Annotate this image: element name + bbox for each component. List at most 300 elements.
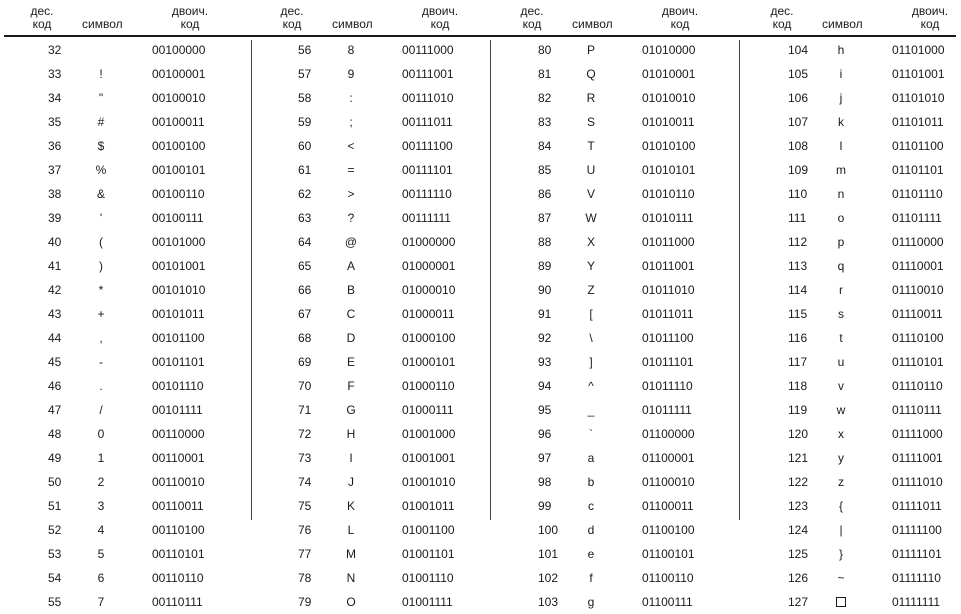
symbol-cell: < [347, 139, 355, 153]
bin-code-cell: 01100011 [642, 499, 694, 513]
dec-code-cell: 104 [788, 43, 809, 57]
bin-code-cell: 01111111 [892, 595, 941, 609]
dec-code-cell: 118 [788, 379, 808, 393]
symbol-cell: M [346, 547, 356, 561]
dec-code-cell: 94 [538, 379, 552, 393]
dec-code-cell: 57 [298, 67, 312, 81]
bin-code-cell: 00110101 [152, 547, 205, 561]
header-dec-line2: код [522, 17, 542, 31]
bin-code-cell: 00110000 [152, 427, 205, 441]
bin-code-cell: 01101011 [892, 115, 944, 129]
dec-code-cell: 96 [538, 427, 552, 441]
bin-code-cell: 01100111 [642, 595, 693, 609]
symbol-cell: | [839, 523, 843, 537]
symbol-cell: \ [589, 331, 593, 345]
symbol-cell: J [348, 475, 354, 489]
symbol-cell: 8 [347, 43, 355, 57]
symbol-cell: R [586, 91, 596, 105]
symbol-cell: 3 [97, 499, 105, 513]
dec-code-cell: 78 [298, 571, 312, 585]
symbol-cell: ; [349, 115, 353, 129]
dec-code-cell: 32 [48, 43, 62, 57]
symbol-cell: ) [99, 259, 103, 273]
dec-code-cell: 111 [788, 211, 807, 225]
symbol-cell: q [837, 259, 845, 273]
bin-code-cell: 01010010 [642, 91, 696, 105]
symbol-cell: D [346, 331, 356, 345]
bin-code-cell: 01011010 [642, 283, 695, 297]
header-bin-code [900, 5, 960, 31]
bin-code-cell: 01100010 [642, 475, 695, 489]
symbol-cell: 5 [97, 547, 105, 561]
header-symbol: символ [82, 17, 123, 31]
bin-code-cell: 01010100 [642, 139, 696, 153]
symbol-cell: l [839, 139, 843, 153]
symbol-cell: V [586, 187, 595, 201]
bin-code-cell: 01111001 [892, 451, 943, 465]
bin-code-cell: 01011001 [642, 259, 695, 273]
dec-code-cell: 119 [788, 403, 808, 417]
symbol-cell: B [346, 283, 355, 297]
dec-code-cell: 45 [48, 355, 62, 369]
header-symbol: символ [572, 17, 613, 31]
dec-code-cell: 59 [298, 115, 312, 129]
dec-code-cell: 95 [538, 403, 552, 417]
bin-code-cell: 00101110 [152, 379, 204, 393]
bin-code-cell: 00101001 [152, 259, 206, 273]
symbol-cell: _ [587, 403, 595, 417]
bin-code-cell: 01000101 [402, 355, 456, 369]
bin-code-cell: 01000011 [402, 307, 455, 321]
header-bin-line1: двоич. [661, 4, 699, 18]
symbol-cell: S [586, 115, 595, 129]
symbol-cell: W [585, 211, 597, 225]
dec-code-cell: 63 [298, 211, 312, 225]
symbol-cell: 4 [97, 523, 105, 537]
bin-code-cell: 00101000 [152, 235, 206, 249]
dec-code-cell: 68 [298, 331, 312, 345]
bin-code-cell: 00111100 [402, 139, 453, 153]
dec-code-cell: 123 [788, 499, 809, 513]
bin-code-cell: 01111110 [892, 571, 941, 585]
symbol-cell: ^ [588, 379, 594, 393]
bin-code-cell: 01000010 [402, 283, 456, 297]
bin-code-cell: 00110100 [152, 523, 205, 537]
dec-code-cell: 101 [538, 547, 559, 561]
symbol-cell: t [839, 331, 843, 345]
symbol-cell [86, 38, 116, 62]
symbol-cell: 2 [97, 475, 105, 489]
bin-code-cell: 01110100 [892, 331, 944, 345]
bin-code-cell: 01001111 [402, 595, 453, 609]
dec-code-cell: 85 [538, 163, 552, 177]
bin-code-cell: 01100000 [642, 427, 695, 441]
symbol-cell: " [98, 91, 104, 105]
symbol-cell: e [587, 547, 595, 561]
bin-code-cell: 00101101 [152, 355, 205, 369]
symbol-cell: w [836, 403, 846, 417]
bin-code-cell: 00111010 [402, 91, 454, 105]
symbol-cell: i [839, 67, 843, 81]
header-dec-code [270, 5, 314, 31]
bin-code-cell: 01101100 [892, 139, 944, 153]
dec-code-cell: 35 [48, 115, 62, 129]
dec-code-cell: 67 [298, 307, 312, 321]
bin-code-cell: 01101101 [892, 163, 944, 177]
header-dec-code [20, 5, 64, 31]
bin-code-cell: 01111100 [892, 523, 942, 537]
bin-code-cell: 01110010 [892, 283, 944, 297]
dec-code-cell: 126 [788, 571, 809, 585]
symbol-cell: % [95, 163, 107, 177]
dec-code-cell: 100 [538, 523, 559, 537]
dec-code-cell: 114 [788, 283, 808, 297]
bin-code-cell: 01110110 [892, 379, 943, 393]
dec-code-cell: 36 [48, 139, 62, 153]
dec-code-cell: 47 [48, 403, 62, 417]
dec-code-cell: 66 [298, 283, 312, 297]
bin-code-cell: 01000100 [402, 331, 456, 345]
symbol-cell: : [349, 91, 353, 105]
bin-code-cell: 01001001 [402, 451, 456, 465]
column-separator [251, 40, 252, 520]
dec-code-cell: 62 [298, 187, 312, 201]
symbol-cell: x [838, 427, 844, 441]
bin-code-cell: 00110010 [152, 475, 205, 489]
bin-code-cell: 00100001 [152, 67, 206, 81]
dec-code-cell: 121 [788, 451, 809, 465]
symbol-cell: C [346, 307, 356, 321]
bin-code-cell: 01000001 [402, 259, 456, 273]
header-dec-code [510, 5, 554, 31]
bin-code-cell: 01100100 [642, 523, 695, 537]
dec-code-cell: 92 [538, 331, 552, 345]
dec-code-cell: 93 [538, 355, 552, 369]
symbol-cell: } [838, 547, 843, 561]
symbol-cell: 0 [97, 427, 105, 441]
bin-code-cell: 01111011 [892, 499, 942, 513]
bin-code-cell: 00100100 [152, 139, 206, 153]
bin-code-cell: 01100001 [642, 451, 695, 465]
symbol-cell: - [99, 355, 103, 369]
header-dec-line1: дес. [280, 4, 304, 18]
symbol-cell: 9 [347, 67, 355, 81]
dec-code-cell: 97 [538, 451, 552, 465]
symbol-cell: z [838, 475, 844, 489]
symbol-cell: f [589, 571, 593, 585]
bin-code-cell: 01011100 [642, 331, 694, 345]
bin-code-cell: 01100110 [642, 571, 694, 585]
symbol-cell: N [346, 571, 356, 585]
symbol-cell: ] [589, 355, 593, 369]
dec-code-cell: 84 [538, 139, 552, 153]
header-bin-code [410, 5, 470, 31]
dec-code-cell: 75 [298, 499, 312, 513]
symbol-cell: I [349, 451, 353, 465]
symbol-cell: r [839, 283, 843, 297]
dec-code-cell: 122 [788, 475, 809, 489]
symbol-cell: h [837, 43, 845, 57]
header-bin-code [160, 5, 220, 31]
symbol-cell: > [347, 187, 355, 201]
symbol-cell: E [346, 355, 355, 369]
bin-code-cell: 01001011 [402, 499, 455, 513]
dec-code-cell: 115 [788, 307, 808, 321]
symbol-cell: o [837, 211, 845, 225]
header-dec-code [760, 5, 804, 31]
dec-code-cell: 64 [298, 235, 312, 249]
bin-code-cell: 01011111 [642, 403, 692, 417]
symbol-cell: T [587, 139, 595, 153]
bin-code-cell: 01110011 [892, 307, 943, 321]
dec-code-cell: 102 [538, 571, 559, 585]
dec-code-cell: 107 [788, 115, 809, 129]
symbol-cell: ? [347, 211, 355, 225]
symbol-cell: # [97, 115, 105, 129]
dec-code-cell: 117 [788, 355, 808, 369]
dec-code-cell: 77 [298, 547, 312, 561]
bin-code-cell: 01001100 [402, 523, 455, 537]
dec-code-cell: 69 [298, 355, 312, 369]
dec-code-cell: 48 [48, 427, 62, 441]
dec-code-cell: 61 [298, 163, 312, 177]
dec-code-cell: 53 [48, 547, 62, 561]
dec-code-cell: 38 [48, 187, 62, 201]
bin-code-cell: 01010101 [642, 163, 696, 177]
symbol-cell: Z [587, 283, 595, 297]
symbol-cell: Y [586, 259, 595, 273]
bin-code-cell: 00111110 [402, 187, 452, 201]
symbol-cell: Q [586, 67, 596, 81]
header-bin-line1: двоич. [171, 4, 209, 18]
header-dec-line1: дес. [770, 4, 794, 18]
dec-code-cell: 127 [788, 595, 809, 609]
symbol-cell: / [99, 403, 103, 417]
header-bin-line1: двоич. [421, 4, 459, 18]
bin-code-cell: 01101000 [892, 43, 945, 57]
dec-code-cell: 113 [788, 259, 808, 273]
symbol-cell: , [99, 331, 103, 345]
symbol-cell: L [347, 523, 355, 537]
bin-code-cell: 01101010 [892, 91, 945, 105]
dec-code-cell: 109 [788, 163, 809, 177]
dec-code-cell: 112 [788, 235, 808, 249]
symbol-cell: A [346, 259, 355, 273]
header-symbol: символ [332, 17, 373, 31]
symbol-cell: k [838, 115, 844, 129]
dec-code-cell: 40 [48, 235, 62, 249]
header-dec-line2: код [282, 17, 302, 31]
header-bin-line2: код [920, 17, 940, 31]
bin-code-cell: 00100101 [152, 163, 206, 177]
bin-code-cell: 01010110 [642, 187, 695, 201]
bin-code-cell: 00111001 [402, 67, 454, 81]
del-symbol-box [836, 597, 846, 607]
bin-code-cell: 00101100 [152, 331, 205, 345]
dec-code-cell: 125 [788, 547, 809, 561]
dec-code-cell: 70 [298, 379, 312, 393]
bin-code-cell: 00100111 [152, 211, 204, 225]
symbol-cell: X [586, 235, 595, 249]
dec-code-cell: 71 [298, 403, 312, 417]
dec-code-cell: 80 [538, 43, 552, 57]
bin-code-cell: 01110111 [892, 403, 942, 417]
bin-code-cell: 01001110 [402, 571, 454, 585]
symbol-cell: ` [589, 427, 593, 441]
bin-code-cell: 01010011 [642, 115, 695, 129]
dec-code-cell: 105 [788, 67, 809, 81]
bin-code-cell: 01110101 [892, 355, 944, 369]
dec-code-cell: 43 [48, 307, 62, 321]
dec-code-cell: 81 [538, 67, 552, 81]
dec-code-cell: 108 [788, 139, 809, 153]
dec-code-cell: 79 [298, 595, 312, 609]
dec-code-cell: 76 [298, 523, 312, 537]
bin-code-cell: 01101110 [892, 187, 943, 201]
bin-code-cell: 00110011 [152, 499, 204, 513]
dec-code-cell: 50 [48, 475, 62, 489]
dec-code-cell: 42 [48, 283, 62, 297]
bin-code-cell: 01001000 [402, 427, 456, 441]
dec-code-cell: 86 [538, 187, 552, 201]
symbol-cell: + [97, 307, 105, 321]
dec-code-cell: 88 [538, 235, 552, 249]
dec-code-cell: 65 [298, 259, 312, 273]
bin-code-cell: 00100110 [152, 187, 205, 201]
symbol-cell: F [347, 379, 355, 393]
symbol-cell: . [99, 379, 103, 393]
bin-code-cell: 01111010 [892, 475, 943, 489]
symbol-cell: v [838, 379, 844, 393]
symbol-cell: K [346, 499, 355, 513]
dec-code-cell: 37 [48, 163, 62, 177]
bin-code-cell: 01110000 [892, 235, 944, 249]
header-bin-line2: код [180, 17, 200, 31]
dec-code-cell: 99 [538, 499, 552, 513]
dec-code-cell: 46 [48, 379, 62, 393]
bin-code-cell: 00100010 [152, 91, 206, 105]
symbol-cell: d [587, 523, 595, 537]
symbol-cell: @ [344, 235, 358, 249]
dec-code-cell: 106 [788, 91, 809, 105]
symbol-cell: u [837, 355, 845, 369]
dec-code-cell: 90 [538, 283, 552, 297]
header-bin-code [650, 5, 710, 31]
symbol-cell: p [837, 235, 845, 249]
bin-code-cell: 00100011 [152, 115, 205, 129]
dec-code-cell: 55 [48, 595, 62, 609]
bin-code-cell: 01001010 [402, 475, 456, 489]
header-bin-line1: двоич. [911, 4, 949, 18]
dec-code-cell: 89 [538, 259, 552, 273]
symbol-cell: P [586, 43, 595, 57]
dec-code-cell: 87 [538, 211, 552, 225]
bin-code-cell: 00110110 [152, 571, 204, 585]
dec-code-cell: 33 [48, 67, 62, 81]
symbol-cell: 1 [97, 451, 105, 465]
bin-code-cell: 00111111 [402, 211, 451, 225]
bin-code-cell: 00101111 [152, 403, 203, 417]
bin-code-cell: 01011011 [642, 307, 694, 321]
bin-code-cell: 01010001 [642, 67, 696, 81]
dec-code-cell: 82 [538, 91, 552, 105]
bin-code-cell: 00110111 [152, 595, 203, 609]
bin-code-cell: 01101111 [892, 211, 942, 225]
symbol-cell: H [346, 427, 356, 441]
bin-code-cell: 01000000 [402, 235, 456, 249]
bin-code-cell: 01010111 [642, 211, 694, 225]
symbol-cell: [ [589, 307, 593, 321]
bin-code-cell: 00110001 [152, 451, 205, 465]
bin-code-cell: 00101011 [152, 307, 205, 321]
symbol-cell: ~ [837, 571, 845, 585]
symbol-cell: & [96, 187, 105, 201]
dec-code-cell: 52 [48, 523, 62, 537]
symbol-cell: ! [99, 67, 103, 81]
dec-code-cell: 51 [48, 499, 62, 513]
symbol-cell: g [587, 595, 595, 609]
bin-code-cell: 01111000 [892, 427, 943, 441]
dec-code-cell: 91 [538, 307, 552, 321]
dec-code-cell: 73 [298, 451, 312, 465]
symbol-cell: ' [99, 211, 103, 225]
bin-code-cell: 01011000 [642, 235, 695, 249]
dec-code-cell: 56 [298, 43, 312, 57]
dec-code-cell: 72 [298, 427, 312, 441]
dec-code-cell: 39 [48, 211, 62, 225]
column-separator [490, 40, 491, 520]
header-dec-line2: код [32, 17, 52, 31]
dec-code-cell: 41 [48, 259, 62, 273]
header-symbol: символ [822, 17, 863, 31]
symbol-cell: O [346, 595, 356, 609]
bin-code-cell: 00100000 [152, 43, 206, 57]
bin-code-cell: 00101010 [152, 283, 206, 297]
symbol-cell [826, 590, 856, 614]
dec-code-cell: 124 [788, 523, 809, 537]
symbol-cell: $ [97, 139, 105, 153]
bin-code-cell: 01011101 [642, 355, 694, 369]
dec-code-cell: 116 [788, 331, 808, 345]
header-bin-line2: код [670, 17, 690, 31]
bin-code-cell: 00111101 [402, 163, 453, 177]
bin-code-cell: 01111101 [892, 547, 942, 561]
symbol-cell: G [346, 403, 356, 417]
symbol-cell: 7 [97, 595, 105, 609]
symbol-cell: * [98, 283, 104, 297]
bin-code-cell: 00111000 [402, 43, 454, 57]
dec-code-cell: 49 [48, 451, 62, 465]
symbol-cell: b [587, 475, 595, 489]
symbol-cell: c [588, 499, 594, 513]
dec-code-cell: 54 [48, 571, 62, 585]
dec-code-cell: 74 [298, 475, 312, 489]
symbol-cell: { [838, 499, 843, 513]
symbol-cell: m [836, 163, 846, 177]
symbol-cell: = [347, 163, 355, 177]
header-dec-line1: дес. [520, 4, 544, 18]
dec-code-cell: 34 [48, 91, 62, 105]
header-bin-line2: код [430, 17, 450, 31]
symbol-cell: s [838, 307, 844, 321]
symbol-cell: a [587, 451, 595, 465]
symbol-cell: j [839, 91, 843, 105]
dec-code-cell: 98 [538, 475, 552, 489]
bin-code-cell: 01100101 [642, 547, 695, 561]
bin-code-cell: 01110001 [892, 259, 944, 273]
dec-code-cell: 110 [788, 187, 808, 201]
dec-code-cell: 58 [298, 91, 312, 105]
